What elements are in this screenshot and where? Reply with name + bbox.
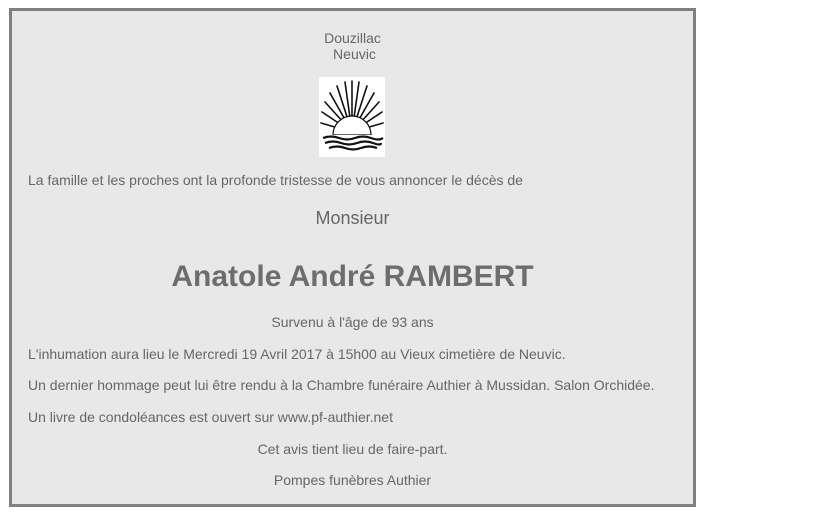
town-list: [12, 30, 693, 62]
rising-sun-over-water-icon: [319, 77, 385, 157]
funeral-home-name: Pompes funèbres Authier: [273, 472, 432, 488]
obituary-notice: [9, 8, 696, 507]
announcement-text: La famille et les proches ont la profonde tristesse de vous annoncer le décès de: [28, 172, 523, 188]
tribute-text: Un dernier hommage peut lui être rendu à la Chambre funéraire Authier à Mussidan. Salon Orchidée.: [28, 377, 655, 393]
condolence-text: Un livre de condoléances est ouvert sur www.pf-authier.net: [28, 409, 393, 425]
age-text: Survenu à l'âge de 93 ans: [271, 314, 434, 330]
notice-text: Cet avis tient lieu de faire-part.: [257, 441, 448, 457]
burial-text: L'inhumation aura lieu le Mercredi 19 Avril 2017 à 15h00 au Vieux cimetière de Neuvic.: [28, 346, 566, 362]
civility-title: Monsieur: [315, 208, 390, 228]
deceased-name: Anatole André RAMBERT: [171, 260, 534, 293]
town-name: Neuvic: [329, 46, 376, 62]
town-name: Douzillac: [324, 30, 381, 46]
